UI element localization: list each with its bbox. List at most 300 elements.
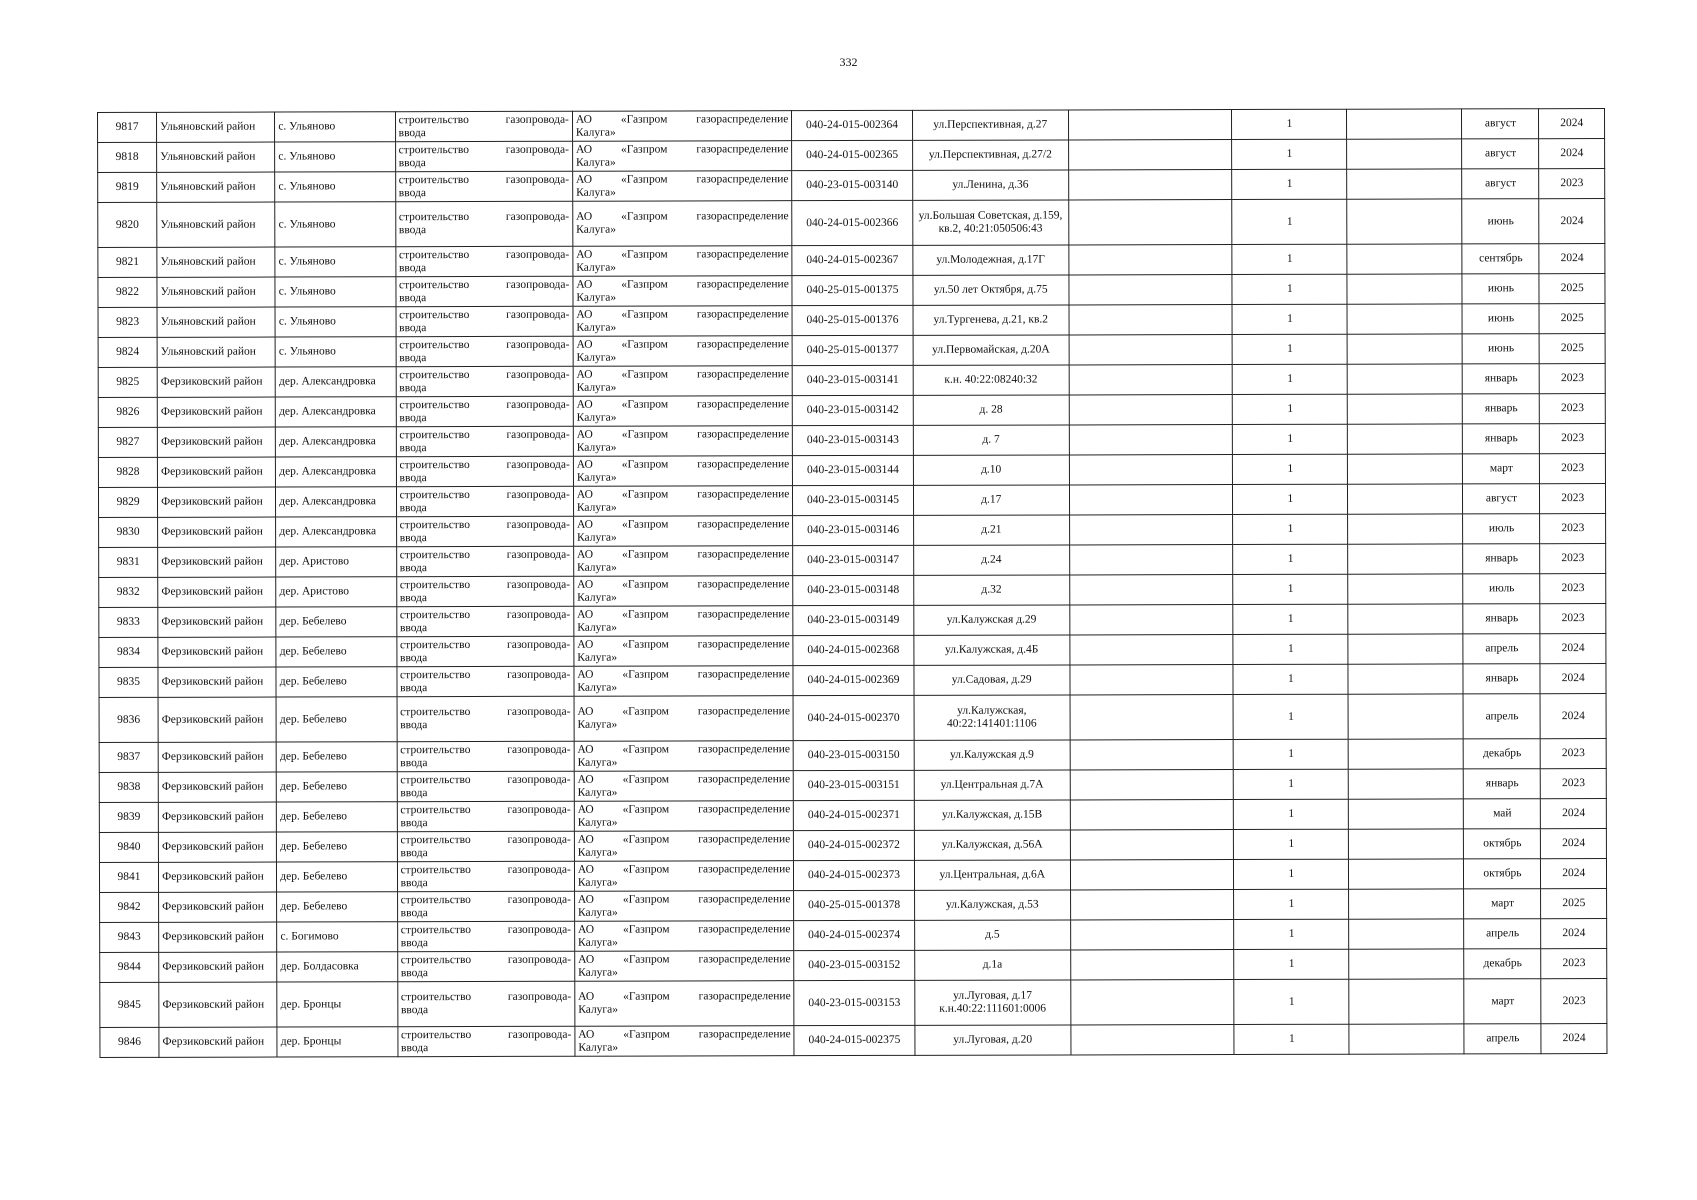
address-text: ул.Калужская д.9: [949, 748, 1034, 761]
month-text: июнь: [1487, 342, 1515, 355]
locality-cell: [275, 307, 395, 337]
quantity-cell: [1232, 199, 1347, 244]
year-text: 2025: [1560, 312, 1584, 325]
district-text: Ферзиковский район: [161, 810, 264, 823]
organization-cell: [573, 456, 793, 487]
quantity-text: 1: [1288, 927, 1295, 940]
district-cell: [159, 892, 277, 922]
work-type-cell: [396, 426, 573, 456]
empty-cell: [1347, 139, 1462, 169]
organization-text: АО «Газпром газораспределение: [576, 427, 790, 441]
work-type-text: строительство газопровода-: [399, 428, 570, 441]
organization-text: АО «Газпром газораспределение: [577, 832, 791, 846]
object-code-text: 040-25-015-001377: [806, 343, 899, 357]
district-cell: [159, 1027, 277, 1057]
row-number-cell: [98, 172, 157, 202]
empty-cell: [1070, 740, 1234, 770]
organization-text: Калуга»: [577, 786, 618, 799]
row-number-text: 9825: [116, 375, 140, 388]
address-cell: [913, 425, 1069, 455]
organization-text: Калуга»: [576, 471, 617, 484]
organization-text: Калуга»: [577, 621, 618, 634]
empty-cell: [1348, 664, 1463, 694]
month-cell: [1462, 109, 1539, 139]
year-text: 2024: [1560, 214, 1584, 227]
table-row: [99, 514, 1606, 548]
empty-cell: [1069, 335, 1233, 365]
table-row: [99, 799, 1606, 833]
month-text: январь: [1484, 402, 1518, 415]
district-cell: [157, 457, 275, 487]
organization-cell: [574, 696, 794, 742]
month-text: июнь: [1487, 282, 1515, 295]
work-type-text: ввода: [399, 321, 427, 334]
organization-text: Калуга»: [578, 966, 618, 979]
address-cell: [913, 485, 1069, 515]
work-type-text: ввода: [399, 411, 427, 424]
organization-text: Калуга»: [575, 126, 616, 139]
district-text: Ферзиковский район: [161, 750, 264, 763]
organization-text: АО «Газпром газораспределение: [576, 457, 790, 471]
district-cell: [159, 982, 277, 1027]
work-type-text: строительство газопровода-: [398, 248, 570, 261]
locality-text: дер. Александровка: [279, 465, 376, 478]
organization-text: Калуга»: [577, 561, 617, 574]
address-cell: [913, 365, 1069, 395]
table-row: [98, 109, 1605, 143]
organization-text: Калуга»: [576, 321, 617, 334]
district-text: Ферзиковский район: [161, 465, 263, 478]
address-cell: [913, 515, 1069, 545]
month-cell: [1463, 364, 1540, 394]
object-code-cell: [794, 770, 914, 800]
empty-cell: [1348, 544, 1463, 574]
month-cell: [1464, 919, 1541, 949]
district-cell: [158, 637, 276, 667]
quantity-cell: [1233, 544, 1348, 574]
address-cell: [913, 545, 1069, 575]
work-type-text: строительство газопровода-: [399, 368, 570, 381]
month-cell: [1462, 244, 1539, 274]
object-code-cell: [794, 860, 914, 890]
object-code-cell: [793, 365, 913, 395]
locality-cell: [276, 547, 396, 577]
organization-cell: [574, 861, 794, 892]
work-type-text: ввода: [399, 501, 427, 514]
organization-text: Калуга»: [577, 816, 618, 829]
quantity-cell: [1234, 949, 1349, 979]
locality-cell: [276, 517, 396, 547]
month-text: январь: [1485, 552, 1519, 565]
district-text: Ферзиковский район: [161, 675, 264, 688]
address-text: ул.Центральная д.7А: [940, 778, 1044, 791]
row-number-cell: [98, 277, 157, 307]
organization-text: АО «Газпром газораспределение: [577, 577, 790, 591]
row-number-text: 9826: [116, 405, 140, 418]
work-type-text: ввода: [400, 846, 428, 859]
work-type-text: строительство газопровода-: [400, 893, 571, 906]
row-number-cell: [98, 457, 157, 487]
object-code-text: 040-23-015-003153: [808, 996, 901, 1009]
organization-text: АО «Газпром газораспределение: [576, 172, 789, 186]
empty-cell: [1070, 695, 1234, 740]
quantity-text: 1: [1286, 282, 1293, 295]
locality-text: дер. Александровка: [279, 495, 377, 508]
year-cell: [1541, 739, 1607, 769]
organization-cell: [574, 921, 794, 952]
object-code-cell: [792, 275, 912, 305]
quantity-cell: [1234, 889, 1349, 919]
address-text: д. 28: [979, 403, 1003, 416]
year-text: 2023: [1561, 552, 1585, 565]
address-text: ул.Луговая, д.17 к.н.40:22:111601:0006: [939, 989, 1046, 1015]
locality-cell: [277, 892, 397, 922]
quantity-cell: [1232, 274, 1347, 304]
work-type-text: строительство газопровода-: [400, 773, 571, 786]
work-type-cell: [395, 111, 572, 141]
object-code-text: 040-24-015-002368: [807, 643, 900, 657]
locality-cell: [276, 637, 396, 667]
row-number-text: 9842: [117, 900, 141, 913]
object-code-cell: [794, 890, 914, 920]
work-type-text: ввода: [398, 261, 427, 274]
row-number-text: 9831: [116, 555, 140, 568]
work-type-text: ввода: [399, 621, 428, 634]
quantity-text: 1: [1288, 837, 1295, 850]
locality-text: дер. Бебелево: [280, 810, 348, 823]
quantity-cell: [1233, 664, 1348, 694]
district-cell: [158, 517, 276, 547]
month-text: апрель: [1485, 642, 1519, 655]
organization-text: Калуга»: [578, 1003, 619, 1016]
address-text: к.н. 40:22:08240:32: [944, 373, 1038, 386]
district-text: Ферзиковский район: [161, 645, 264, 658]
row-number-cell: [99, 607, 158, 637]
organization-text: Калуга»: [577, 681, 618, 694]
district-cell: [158, 547, 276, 577]
district-cell: [157, 202, 275, 247]
address-cell: [914, 890, 1070, 920]
month-cell: [1464, 889, 1541, 919]
year-cell: [1540, 364, 1606, 394]
district-cell: [159, 862, 277, 892]
address-text: ул.Калужская, д.15В: [941, 808, 1043, 821]
organization-text: АО «Газпром газораспределение: [577, 772, 791, 786]
work-type-text: ввода: [400, 681, 428, 694]
district-text: Ульяновский район: [160, 120, 256, 133]
object-code-text: 040-24-015-002369: [807, 673, 900, 687]
organization-text: АО «Газпром газораспределение: [576, 307, 789, 321]
organization-cell: [575, 951, 795, 982]
work-type-text: строительство газопровода-: [399, 278, 570, 291]
work-type-text: строительство газопровода-: [400, 923, 572, 936]
district-text: Ферзиковский район: [161, 555, 263, 568]
row-number-text: 9828: [116, 465, 140, 478]
work-type-cell: [397, 666, 574, 696]
organization-text: АО «Газпром газораспределение: [576, 517, 790, 531]
work-type-text: строительство газопровода-: [400, 803, 571, 816]
locality-cell: [276, 742, 396, 772]
quantity-text: 1: [1288, 897, 1295, 910]
empty-cell: [1348, 334, 1463, 364]
month-text: март: [1491, 994, 1515, 1007]
locality-text: дер. Александровка: [279, 435, 376, 448]
month-cell: [1464, 979, 1541, 1024]
organization-cell: [573, 486, 793, 517]
object-code-text: 040-23-015-003143: [806, 433, 899, 447]
quantity-cell: [1233, 634, 1348, 664]
year-cell: [1539, 304, 1605, 334]
work-type-text: ввода: [401, 1041, 429, 1054]
month-text: октябрь: [1483, 867, 1522, 880]
object-code-text: 040-24-015-002371: [807, 808, 900, 822]
address-text: д.17: [981, 493, 1002, 506]
district-text: Ульяновский район: [160, 150, 256, 163]
table-row: [98, 274, 1605, 308]
row-number-text: 9824: [116, 345, 140, 358]
row-number-cell: [98, 427, 157, 457]
district-text: Ферзиковский район: [161, 495, 263, 508]
locality-cell: [275, 142, 395, 172]
quantity-cell: [1233, 514, 1348, 544]
work-type-cell: [397, 831, 574, 861]
work-type-text: ввода: [399, 561, 427, 574]
object-code-text: 040-23-015-003146: [807, 523, 900, 537]
organization-cell: [573, 201, 793, 247]
district-text: Ферзиковский район: [162, 998, 265, 1011]
year-cell: [1540, 334, 1606, 364]
locality-text: дер. Бронцы: [280, 997, 342, 1011]
locality-text: дер. Александровка: [279, 405, 376, 418]
work-type-text: строительство газопровода-: [399, 548, 571, 561]
quantity-cell: [1233, 574, 1348, 604]
address-cell: [913, 275, 1069, 305]
empty-cell: [1071, 980, 1235, 1025]
empty-cell: [1068, 170, 1232, 200]
object-code-cell: [794, 1025, 914, 1055]
organization-text: Калуга»: [576, 291, 617, 304]
month-text: январь: [1485, 612, 1519, 625]
quantity-text: 1: [1288, 710, 1294, 723]
work-type-text: строительство газопровода-: [400, 705, 571, 719]
year-cell: [1540, 544, 1606, 574]
quantity-cell: [1232, 169, 1347, 199]
year-cell: [1541, 799, 1607, 829]
row-number-cell: [99, 862, 158, 892]
organization-cell: [573, 426, 793, 457]
quantity-text: 1: [1288, 957, 1295, 970]
object-code-text: 040-23-015-003145: [807, 493, 900, 507]
month-text: апрель: [1485, 709, 1519, 722]
organization-text: Калуга»: [576, 411, 617, 424]
work-type-text: ввода: [399, 591, 428, 604]
quantity-cell: [1233, 364, 1348, 394]
quantity-cell: [1233, 484, 1348, 514]
locality-text: дер. Бебелево: [279, 675, 347, 688]
registry-table: [97, 108, 1607, 1058]
row-number-cell: [98, 142, 157, 172]
quantity-text: 1: [1287, 582, 1294, 595]
organization-text: Калуга»: [577, 591, 617, 604]
object-code-cell: [792, 110, 912, 140]
row-number-text: 9822: [116, 285, 140, 298]
address-cell: [913, 305, 1069, 335]
empty-cell: [1070, 635, 1234, 665]
row-number-text: 9832: [116, 585, 140, 598]
table-row: [99, 544, 1606, 578]
year-cell: [1541, 919, 1607, 949]
district-text: Ульяновский район: [160, 218, 256, 231]
organization-text: Калуга»: [578, 1041, 619, 1054]
organization-text: Калуга»: [577, 756, 618, 769]
quantity-text: 1: [1288, 867, 1295, 880]
locality-cell: [277, 832, 397, 862]
organization-text: АО «Газпром газораспределение: [576, 397, 790, 411]
year-cell: [1541, 889, 1607, 919]
work-type-text: строительство газопровода-: [399, 398, 570, 411]
locality-text: дер. Бебелево: [280, 870, 348, 883]
year-text: 2023: [1561, 582, 1585, 595]
month-text: июнь: [1487, 312, 1515, 325]
year-cell: [1541, 1024, 1607, 1054]
month-text: июль: [1488, 582, 1515, 595]
organization-text: АО «Газпром газораспределение: [577, 742, 791, 756]
work-type-cell: [397, 951, 574, 981]
address-text: д.32: [981, 583, 1002, 596]
empty-cell: [1349, 859, 1464, 889]
locality-cell: [275, 277, 395, 307]
quantity-cell: [1233, 694, 1348, 739]
work-type-text: ввода: [399, 381, 427, 394]
locality-cell: [277, 802, 397, 832]
address-text: ул.Калужская, д.53: [946, 898, 1039, 911]
quantity-text: 1: [1286, 117, 1293, 130]
month-text: апрель: [1486, 927, 1520, 940]
organization-text: Калуга»: [576, 261, 617, 274]
organization-text: АО «Газпром газораспределение: [577, 607, 790, 621]
month-cell: [1462, 169, 1539, 199]
empty-cell: [1348, 424, 1463, 454]
district-cell: [157, 142, 275, 172]
empty-cell: [1347, 199, 1462, 244]
quantity-cell: [1234, 1024, 1349, 1054]
address-text: ул.Перспективная, д.27: [933, 118, 1048, 131]
district-text: Ульяновский район: [160, 345, 256, 358]
work-type-text: ввода: [400, 936, 428, 949]
quantity-cell: [1233, 604, 1348, 634]
year-cell: [1540, 634, 1606, 664]
year-text: 2024: [1562, 807, 1586, 820]
empty-cell: [1069, 515, 1233, 545]
month-text: январь: [1484, 372, 1518, 385]
district-text: Ферзиковский район: [162, 870, 264, 883]
work-type-text: строительство газопровода-: [399, 578, 571, 591]
empty-cell: [1347, 109, 1462, 139]
work-type-cell: [395, 141, 572, 171]
work-type-text: строительство газопровода-: [399, 458, 570, 471]
organization-text: Калуга»: [576, 351, 617, 364]
quantity-text: 1: [1288, 1032, 1295, 1045]
address-cell: [914, 860, 1070, 890]
month-cell: [1464, 769, 1541, 799]
empty-cell: [1069, 395, 1233, 425]
work-type-text: ввода: [399, 441, 427, 454]
organization-text: Калуга»: [577, 906, 618, 919]
district-cell: [158, 607, 276, 637]
object-code-cell: [793, 455, 913, 485]
year-cell: [1539, 169, 1605, 199]
month-cell: [1463, 334, 1540, 364]
empty-cell: [1071, 1025, 1235, 1055]
year-cell: [1540, 664, 1606, 694]
organization-cell: [574, 891, 794, 922]
table-row: [100, 919, 1607, 953]
quantity-cell: [1232, 109, 1347, 139]
row-number-cell: [99, 697, 158, 742]
work-type-text: ввода: [399, 531, 427, 544]
work-type-text: ввода: [398, 186, 426, 199]
district-text: Ферзиковский район: [161, 713, 264, 726]
organization-text: Калуга»: [576, 531, 617, 544]
month-text: октябрь: [1483, 837, 1522, 850]
object-code-cell: [793, 665, 913, 695]
organization-text: АО «Газпром газораспределение: [577, 705, 790, 718]
address-text: ул.Ленина, д.36: [952, 178, 1029, 191]
work-type-text: строительство газопровода-: [400, 953, 572, 966]
object-code-cell: [793, 695, 913, 740]
empty-cell: [1349, 1024, 1464, 1054]
work-type-text: строительство газопровода-: [400, 743, 571, 756]
empty-cell: [1348, 634, 1463, 664]
year-text: 2024: [1561, 672, 1585, 685]
district-cell: [157, 277, 275, 307]
object-code-text: 040-23-015-003151: [807, 778, 900, 792]
table-row: [99, 859, 1606, 893]
organization-cell: [574, 801, 794, 832]
address-text: ул.Тургенева, д.21, кв.2: [933, 313, 1049, 326]
table-row: [98, 454, 1605, 488]
locality-cell: [276, 697, 396, 742]
locality-cell: [277, 862, 397, 892]
row-number-text: 9838: [117, 780, 141, 793]
object-code-cell: [792, 200, 912, 245]
table-row: [98, 169, 1605, 203]
row-number-text: 9823: [116, 315, 140, 328]
empty-cell: [1349, 739, 1464, 769]
locality-cell: [277, 922, 397, 952]
quantity-text: 1: [1287, 522, 1294, 535]
row-number-cell: [99, 577, 158, 607]
empty-cell: [1349, 979, 1464, 1024]
year-text: 2024: [1560, 117, 1584, 130]
row-number-cell: [99, 547, 158, 577]
empty-cell: [1347, 274, 1462, 304]
work-type-cell: [397, 696, 574, 741]
month-text: март: [1489, 462, 1513, 475]
object-code-text: 040-23-015-003147: [807, 553, 900, 567]
month-cell: [1463, 394, 1540, 424]
locality-text: дер. Бебелево: [279, 645, 347, 658]
work-type-cell: [397, 1026, 574, 1056]
empty-cell: [1347, 169, 1462, 199]
district-text: Ульяновский район: [160, 285, 256, 298]
table-row: [98, 139, 1605, 173]
year-cell: [1541, 949, 1607, 979]
work-type-cell: [396, 336, 573, 366]
row-number-text: 9845: [117, 998, 141, 1011]
empty-cell: [1348, 364, 1463, 394]
year-text: 2023: [1562, 994, 1586, 1007]
